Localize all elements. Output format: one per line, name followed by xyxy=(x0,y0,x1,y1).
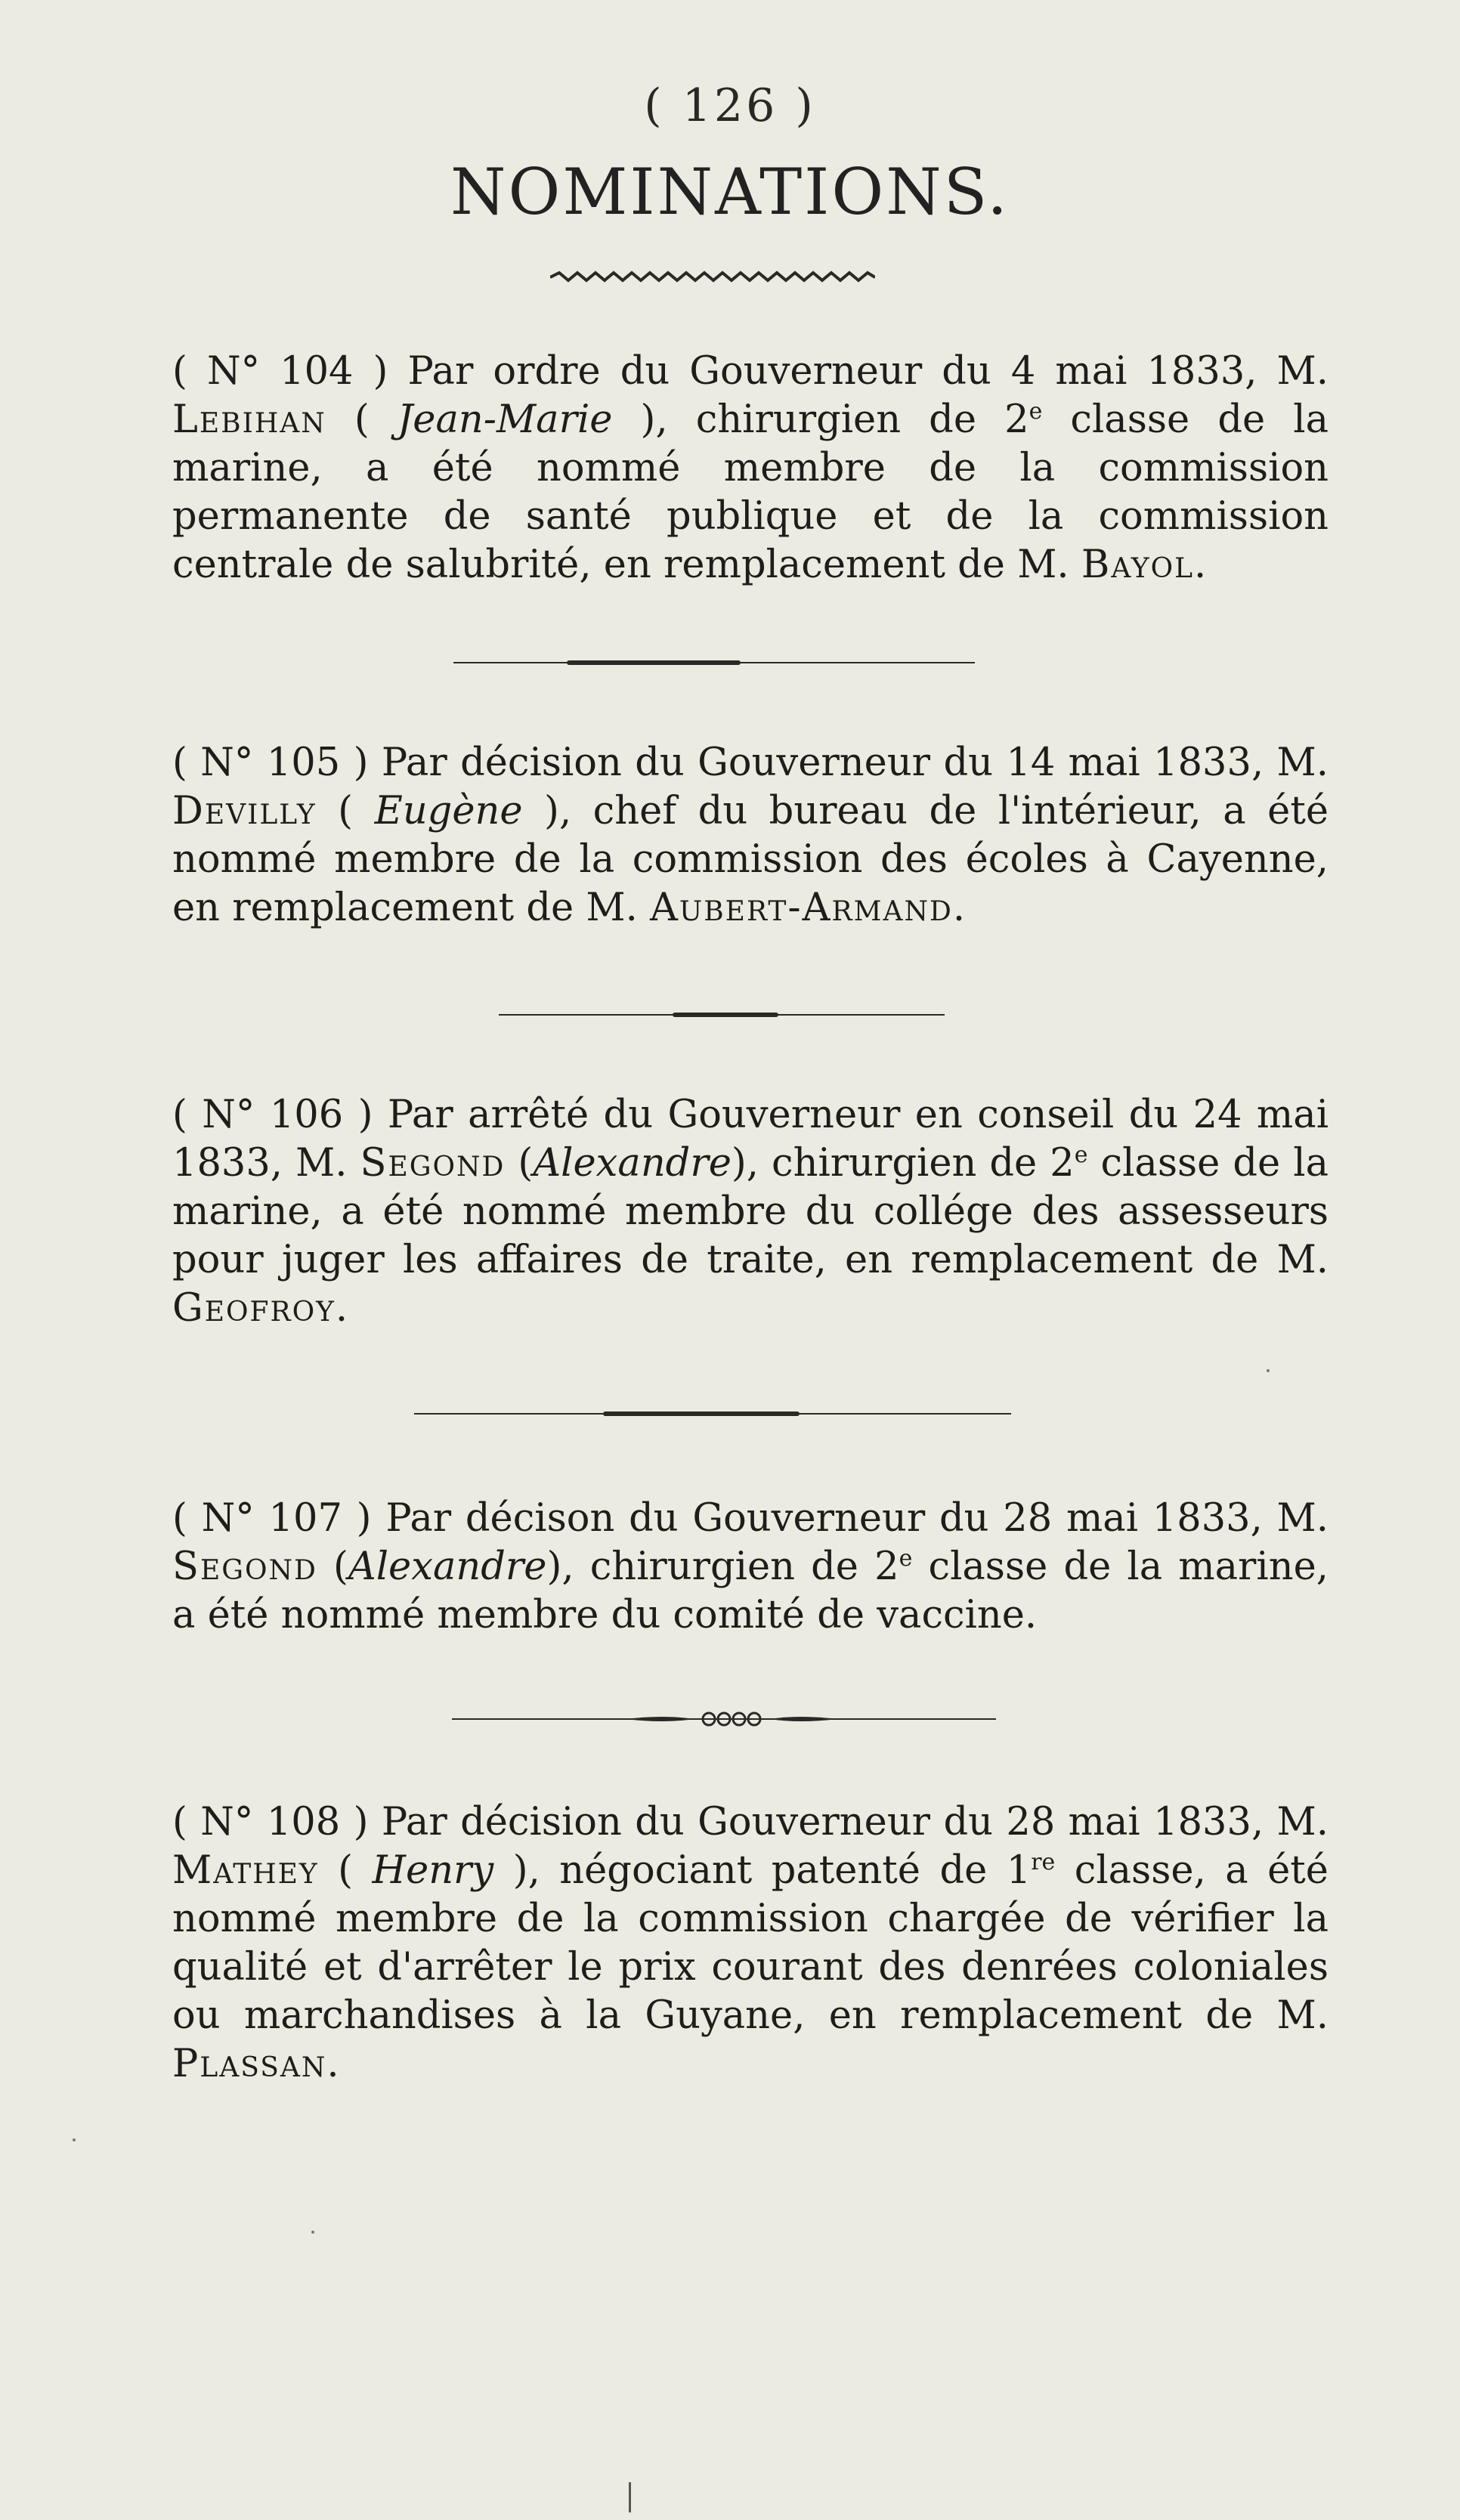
section-divider xyxy=(499,1010,945,1019)
paper-speck xyxy=(1267,1369,1270,1372)
person-surname: Segond xyxy=(172,1544,317,1589)
entry-number: ( N° 105 ) xyxy=(172,741,369,785)
person-surname: Devilly xyxy=(172,789,317,833)
person-given-name: Henry xyxy=(372,1848,494,1893)
paper-speck xyxy=(73,2138,76,2141)
page-title: NOMINATIONS. xyxy=(450,155,1010,229)
paper-speck xyxy=(311,2231,314,2234)
section-ornament xyxy=(452,1708,996,1730)
nomination-entry-107: ( N° 107 ) Par décison du Gouverneur du 28 mai 1833, M. Segond (Alexandre), chirurgien de 2e classe de la marine, a été nommé membre du comité de vaccine. xyxy=(172,1496,1329,1637)
section-divider xyxy=(453,658,975,667)
person-given-name: Alexandre xyxy=(533,1141,732,1186)
person-surname: Lebihan xyxy=(172,397,326,442)
nomination-entry-106: ( N° 106 ) Par arrêté du Gouverneur en conseil du 24 mai 1833, M. Segond (Alexandre), chirurgien de 2e classe de la marine, a été nommé membre du collége des assesseurs pour juger les affaires de traite, en remplacement de M. Geofroy. xyxy=(172,1093,1329,1331)
person-surname: Mathey xyxy=(172,1848,319,1893)
person-given-name: Eugène xyxy=(374,789,523,833)
replaced-surname: Aubert-Armand xyxy=(650,886,953,930)
page-number: ( 126 ) xyxy=(644,79,816,132)
binding-mark xyxy=(629,2482,631,2512)
entry-number: ( N° 106 ) xyxy=(172,1093,373,1137)
replaced-surname: Geofroy xyxy=(172,1286,336,1331)
entry-number: ( N° 107 ) xyxy=(172,1496,372,1541)
person-given-name: Alexandre xyxy=(348,1544,547,1589)
nomination-entry-105: ( N° 105 ) Par décision du Gouverneur du 14 mai 1833, M. Devilly ( Eugène ), chef du bureau de l'intérieur, a été nommé membre de la commission des écoles à Cayenne, en remplacement de M. Aubert-Armand. xyxy=(172,741,1329,930)
nomination-entry-104: ( N° 104 ) Par ordre du Gouverneur du 4 mai 1833, M. Lebihan ( Jean-Marie ), chirurgien de 2e classe de la marine, a été nommé membre de la commission permanente de santé publique et de la commission centrale de salubrité, en remplacement de M. Bayol. xyxy=(172,349,1329,587)
title-ornament xyxy=(550,268,875,286)
person-surname: Segond xyxy=(360,1141,506,1186)
replaced-surname: Plassan xyxy=(172,2042,327,2086)
nomination-entry-108: ( N° 108 ) Par décision du Gouverneur du 28 mai 1833, M. Mathey ( Henry ), négociant patenté de 1re classe, a été nommé membre de la commission chargée de vérifier la qualité et d'arrêter le prix courant des denrées coloniales ou marchandises à la Guyane, en remplacement de M. Plassan. xyxy=(172,1800,1329,2086)
replaced-surname: Bayol xyxy=(1081,543,1195,587)
entry-number: ( N° 108 ) xyxy=(172,1800,369,1844)
section-divider xyxy=(414,1409,1011,1418)
person-given-name: Jean-Marie xyxy=(397,397,613,442)
entry-number: ( N° 104 ) xyxy=(172,349,388,394)
